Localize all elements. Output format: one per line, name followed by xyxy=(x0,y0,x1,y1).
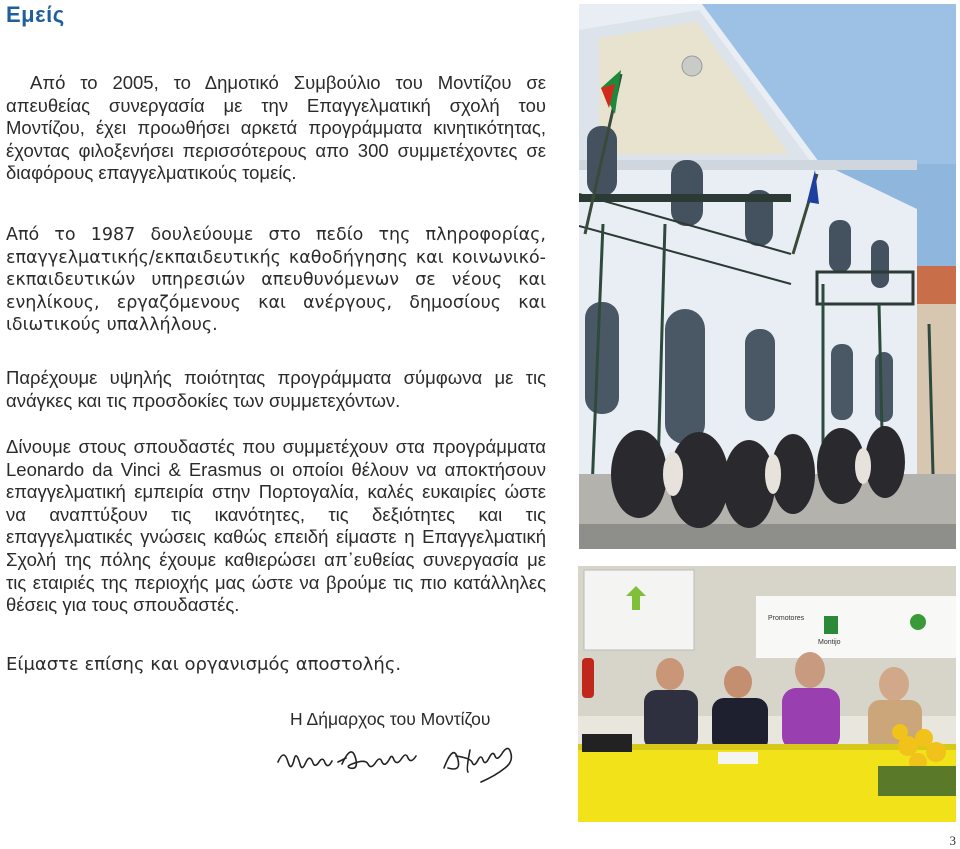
page-number: 3 xyxy=(949,833,956,848)
signature-image xyxy=(274,740,534,796)
paragraph-sending-org: Είμαστε επίσης και οργανισμός αποστολής. xyxy=(6,654,402,675)
slide-label: Promotores xyxy=(768,615,805,622)
school-building-photo xyxy=(579,4,956,549)
conference-photo xyxy=(578,566,956,822)
paragraph-programmes: Δίνουμε στους σπουδαστές που συμμετέχουν στα προγράμματα Leonardo da Vinci & Erasmus οι οποίοι θέλουν να αποκτήσουν επαγγελματική εμπειρία στην Πορτογαλία, καλές ευκαιρίες ώστε να αναπτύξουν τις ικανότητες, τις δεξιότητες και τις επαγγελματικές γνώσεις καθώς επειδή είμαστε η Επαγγελματική Σχολή της πόλης έχουμε καθιερώσει απ᾿ευθείας συνεργασία με τις εταιριές της περιοχής μας ώστε να βρούμε τις πιο κατάλληλες θέσεις για τους σπουδαστές. xyxy=(6,436,546,616)
paragraph-intro: Από το 2005, το Δημοτικό Συμβούλιο του Μοντίζου σε απευθείας συνεργασία με την Επαγγελματική σχολή του Μοντίζου, έχει προωθήσει αρκετά προγράμματα κινητικότητας, έχοντας φιλοξενήσει περισσότερους απο 300 συμμετέχοντες σε διαφόρους επαγγελματικούς τομείς. xyxy=(6,72,546,184)
signer-title: Η Δήμαρχος του Μοντίζου xyxy=(290,709,491,729)
page-title: Εμείς xyxy=(6,2,65,27)
paragraph-since-1987: Από το 1987 δουλεύουμε στο πεδίο της πληροφορίας, επαγγελματικής/εκπαιδευτικής καθοδήγησης και κοινωνικό-εκπαιδευτικών υπηρεσιών απευθυνόμενων σε νέους και ενηλίκους, εργαζόμενους και ανέργους, δημοσίους και ιδιωτικούς υπαλλήλους. xyxy=(6,225,546,336)
logo-montijo: Montijo xyxy=(818,639,841,646)
paragraph-quality: Παρέχουμε υψηλής ποιότητας προγράμματα σύμφωνα με τις ανάγκες και τις προσδοκίες των συμμετεχόντων. xyxy=(6,367,546,411)
